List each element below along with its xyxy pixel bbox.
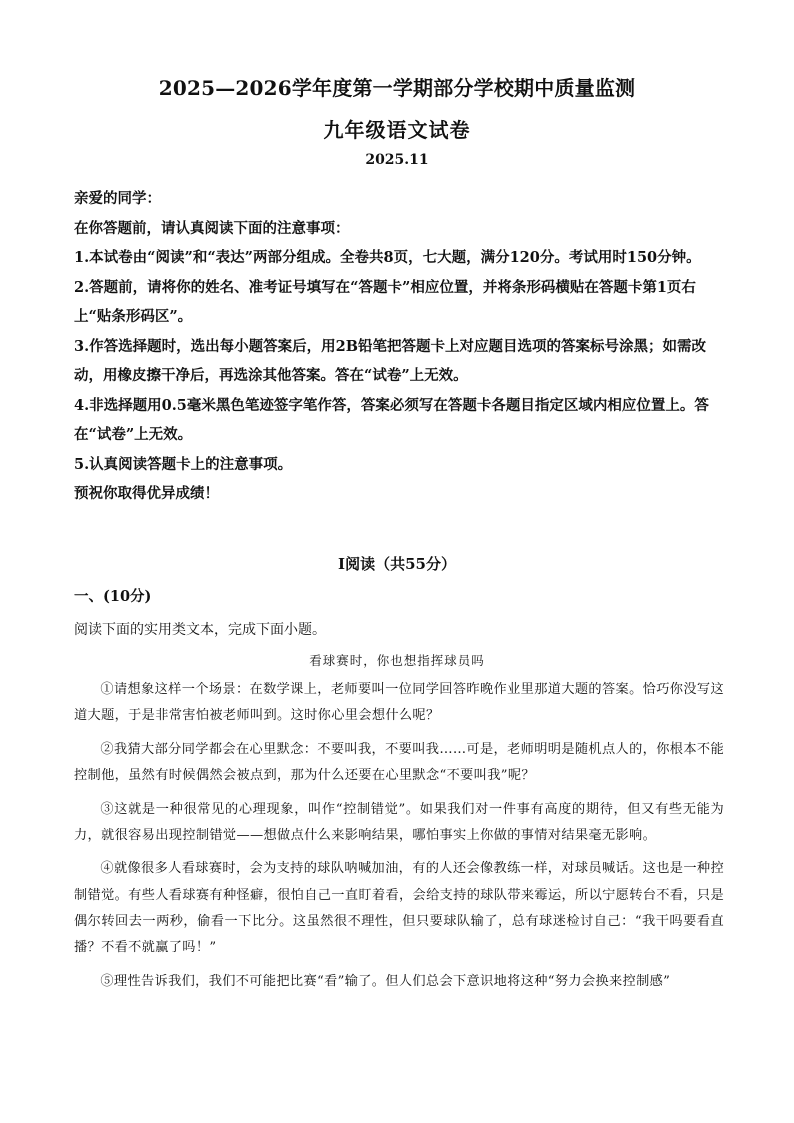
question-instruction: 阅读下面的实用类文本，完成下面小题。	[74, 622, 326, 638]
notice-item: 5.认真阅读答题卡上的注意事项。	[74, 455, 293, 473]
notice-intro: 在你答题前，请认真阅读下面的注意事项：	[74, 219, 350, 237]
exam-subtitle: 九年级语文试卷	[323, 118, 471, 142]
article-paragraph: ②我猜大部分同学都会在心里默念：不要叫我，不要叫我……可是，老师明明是随机点人的，你根本不能控制他，虽然有时候偶然会被点到，那为什么还要在心里默念“不要叫我”呢？	[74, 741, 724, 784]
notice-item: 3.作答选择题时，选出每小题答案后，用2B铅笔把答题卡上对应题目选项的答案标号涂黑；如需改动，用橡皮擦干净后，再选涂其他答案。答在“试卷”上无效。	[74, 337, 706, 384]
notice-block	[74, 184, 724, 509]
notice-item: 4.非选择题用0.5毫米黑色笔迹签字笔作答，答案必须写在答题卡各题目指定区域内相应位置上。答在“试卷”上无效。	[74, 396, 709, 443]
article-title: 看球赛时，你也想指挥球员吗	[309, 653, 485, 668]
notice-item: 2.答题前，请将你的姓名、准考证号填写在“答题卡”相应位置，并将条形码横贴在答题卡第1页右上“贴条形码区”。	[74, 278, 696, 325]
article-paragraph: ③这就是一种很常见的心理现象，叫作“控制错觉”。如果我们对一件事有高度的期待，但又有些无能为力，就很容易出现控制错觉——想做点什么来影响结果，哪怕事实上你做的事情对结果毫无影响。	[74, 801, 724, 843]
notice-item: 1.本试卷由“阅读”和“表达”两部分组成。全卷共8页，七大题，满分120分。考试用时150分钟。	[74, 249, 701, 266]
article-paragraph: ④就像很多人看球赛时，会为支持的球队呐喊加油，有的人还会像教练一样，对球员喊话。这也是一种控制错觉。有些人看球赛有种怪癖，很怕自己一直盯着看，会给支持的球队带来霉运，所以宁愿转台不看，只是偶尔转回去一两秒，偷看一下比分。这虽然很不理性，但只要球队输了，总有球迷检讨自己：“我干吗要看直播？不看不就赢了吗！”	[74, 861, 724, 956]
exam-date: 2025.11	[365, 152, 429, 168]
notice-greeting: 亲爱的同学：	[74, 190, 161, 207]
question-heading: 一、(10分)	[74, 588, 152, 605]
article-body	[74, 677, 724, 1002]
notice-closing: 预祝你取得优异成绩！	[74, 485, 219, 502]
article-paragraph: ⑤理性告诉我们，我们不可能把比赛“看”输了。但人们总会下意识地将这种“努力会换来控制感”	[100, 973, 671, 989]
article-paragraph: ①请想象这样一个场景：在数学课上，老师要叫一位同学回答昨晚作业里那道大题的答案。恰巧你没写这道大题，于是非常害怕被老师叫到。这时你心里会想什么呢？	[74, 682, 724, 724]
exam-title: 2025—2026学年度第一学期部分学校期中质量监测	[158, 76, 636, 100]
section-title: Ⅰ阅读（共55分）	[338, 555, 456, 573]
